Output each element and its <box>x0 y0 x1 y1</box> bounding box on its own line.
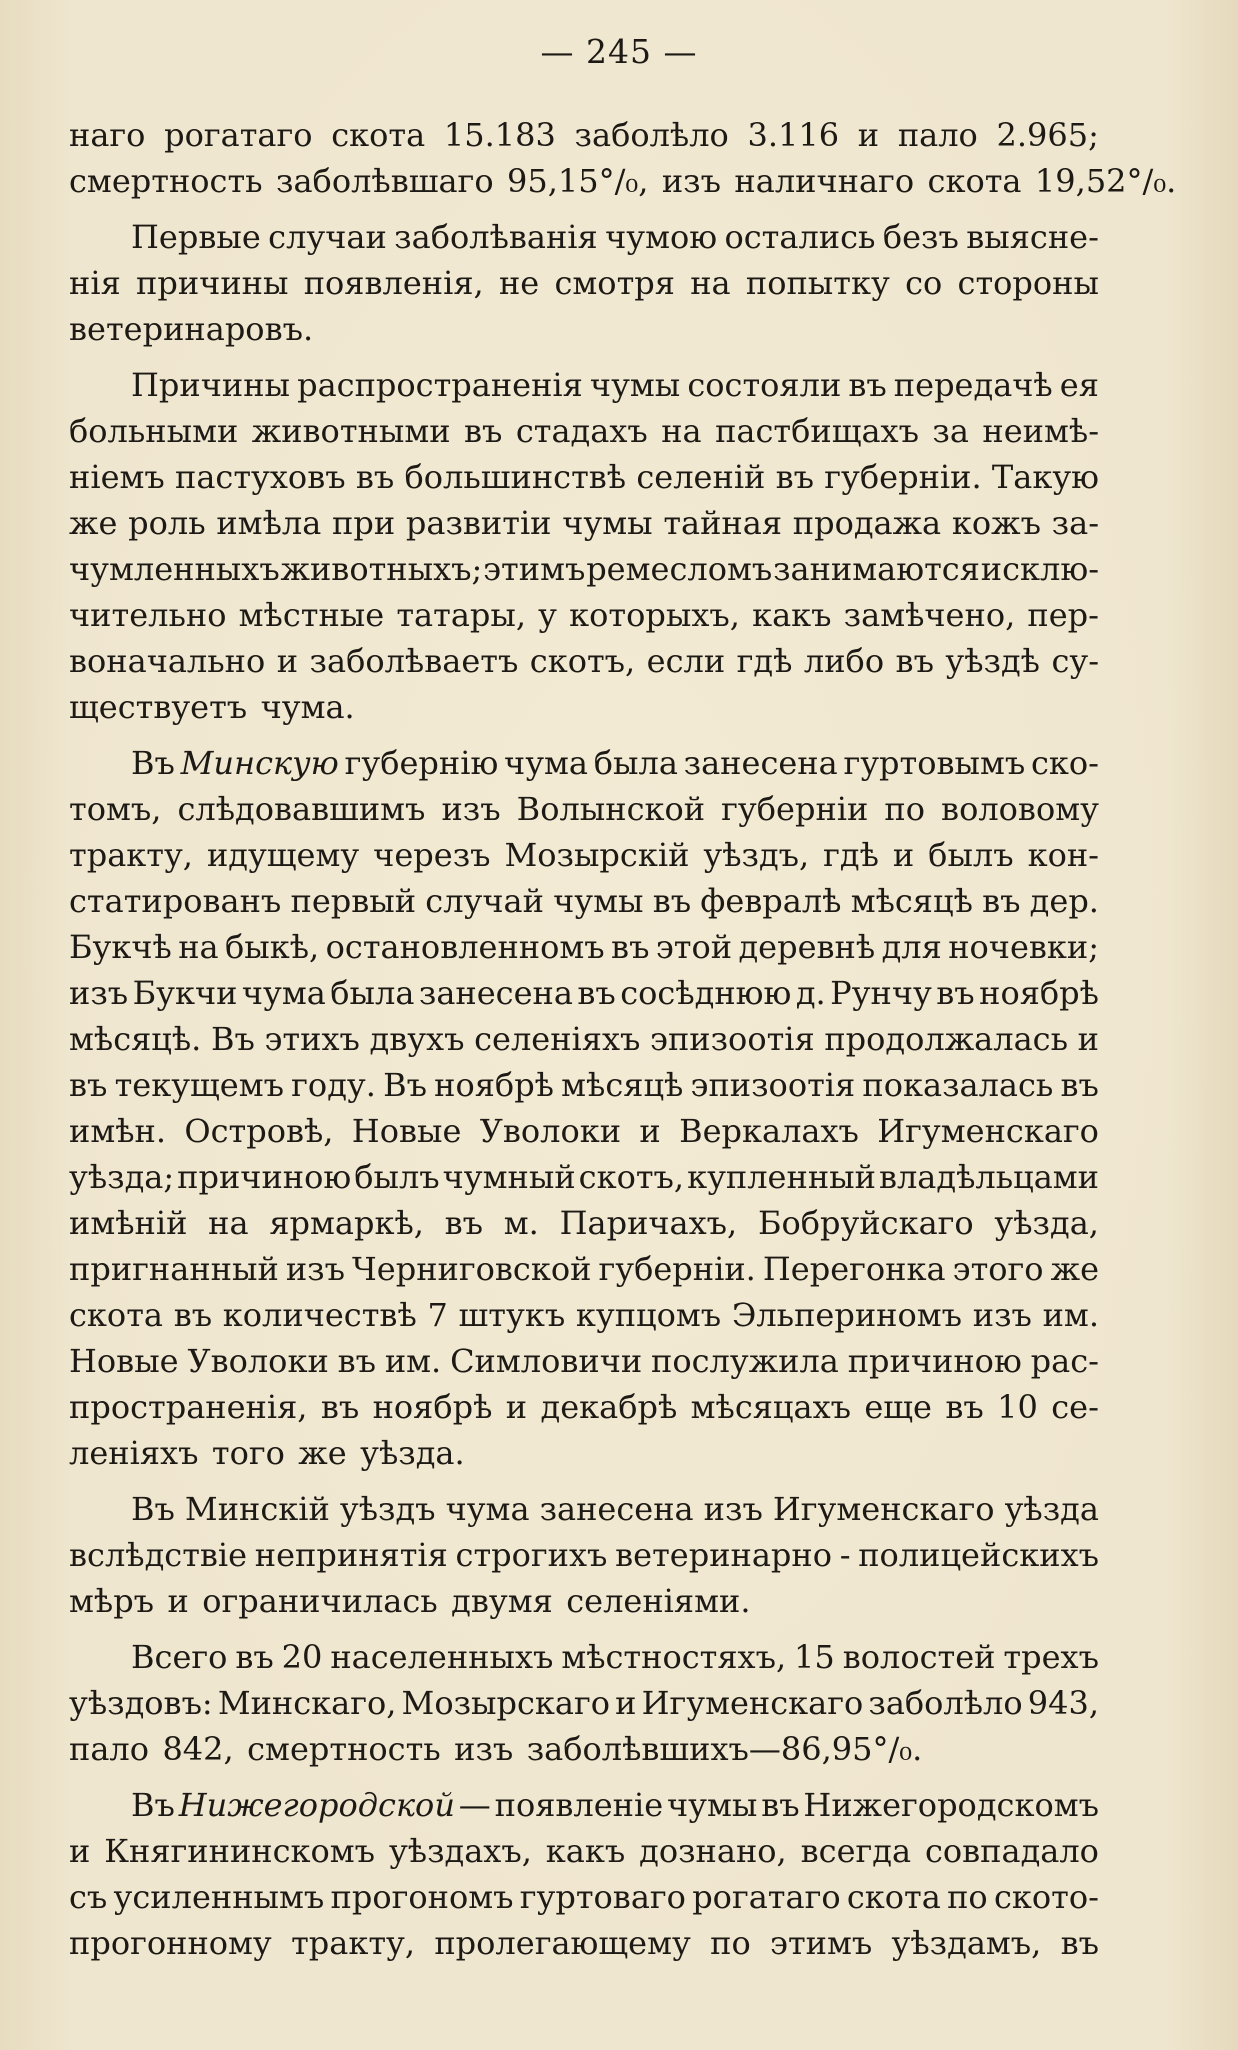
paragraph <box>69 362 1099 730</box>
text-line: съ усиленнымъ прогономъ гуртоваго рогатаго скота по ското- <box>69 1878 1099 1916</box>
text-line: смертность заболѣвшаго 95,15°/₀, изъ наличнаго скота 19,52°/₀. <box>69 162 1177 200</box>
text-line: Въ Минскій уѣздъ чума занесена изъ Игуменскаго уѣзда <box>131 1490 1099 1528</box>
paragraph <box>69 214 1099 352</box>
text-line: Въ Минскую губернію чума была занесена гуртовымъ ско- <box>131 744 1099 782</box>
paragraph <box>69 112 1177 204</box>
text-line: ществуетъ чума. <box>69 688 355 726</box>
text-line: мѣръ и ограничилась двумя селеніями. <box>69 1582 751 1620</box>
text-line: ніемъ пастуховъ въ большинствѣ селеній въ губерніи. Такую <box>69 458 1099 496</box>
text-line: скота въ количествѣ 7 штукъ купцомъ Эльпериномъ изъ им. <box>69 1296 1099 1334</box>
text-line: пало 842, смертность изъ заболѣвшихъ—86,95°/₀. <box>69 1730 923 1768</box>
text-line: Причины распространенія чумы состояли въ передачѣ ея <box>131 366 1099 404</box>
text-line: изъ Букчи чума была занесена въ сосѣднюю д. Рунчу въ ноябрѣ <box>69 974 1099 1012</box>
text-line: томъ, слѣдовавшимъ изъ Волынской губерніи по воловому <box>69 790 1099 828</box>
text-line: больными животными въ стадахъ на пастбищахъ за неимѣ- <box>69 412 1099 450</box>
text-line: вслѣдствіе непринятія строгихъ ветеринарно - полицейскихъ <box>69 1536 1099 1574</box>
text-line: уѣзда; причиною былъ чумный скотъ, купленный владѣльцами <box>69 1158 1099 1196</box>
text-line: статированъ первый случай чумы въ февралѣ мѣсяцѣ въ дер. <box>69 882 1099 920</box>
text-line: Всего въ 20 населенныхъ мѣстностяхъ, 15 волостей трехъ <box>131 1638 1099 1676</box>
text-line: уѣздовъ: Минскаго, Мозырскаго и Игуменскаго заболѣло 943, <box>69 1684 1099 1722</box>
page-number: — 245 — <box>540 32 698 71</box>
text-line: пригнанный изъ Черниговской губерніи. Перегонка этого же <box>69 1250 1099 1288</box>
text-line: ветеринаровъ. <box>69 310 314 348</box>
text-line: имѣн. Островѣ, Новые Уволоки и Веркалахъ Игуменскаго <box>69 1112 1099 1150</box>
text-line: Первые случаи заболѣванія чумою остались безъ выясне- <box>131 218 1099 256</box>
text-line: въ текущемъ году. Въ ноябрѣ мѣсяцѣ эпизоотія показалась въ <box>69 1066 1099 1104</box>
text-line: и Княгининскомъ уѣздахъ, какъ дознано, всегда совпадало <box>69 1832 1099 1870</box>
text-line: Въ Нижегородской — появленіе чумы въ Нижегородскомъ <box>131 1786 1099 1824</box>
text-line: наго рогатаго скота 15.183 заболѣло 3.116 и пало 2.965; <box>69 116 1099 154</box>
text-line: чительно мѣстные татары, у которыхъ, какъ замѣчено, пер- <box>69 596 1099 634</box>
text-body <box>69 112 1177 1966</box>
text-line: тракту, идущему черезъ Мозырскій уѣздъ, гдѣ и былъ кон- <box>69 836 1099 874</box>
paragraph <box>69 1634 1099 1772</box>
text-line: леніяхъ того же уѣзда. <box>69 1434 465 1472</box>
paragraph <box>69 1486 1099 1624</box>
text-line: Букчѣ на быкѣ, остановленномъ въ этой деревнѣ для ночевки; <box>69 928 1099 966</box>
text-line: пространенія, въ ноябрѣ и декабрѣ мѣсяцахъ еще въ 10 се- <box>69 1388 1099 1426</box>
text-line: прогонному тракту, пролегающему по этимъ уѣздамъ, въ <box>69 1924 1099 1962</box>
text-line: нія причины появленія, не смотря на попытку со стороны <box>69 264 1099 302</box>
text-line: имѣній на ярмаркѣ, въ м. Паричахъ, Бобруйскаго уѣзда, <box>69 1204 1099 1242</box>
text-line: Новые Уволоки въ им. Симловичи послужила причиною рас- <box>69 1342 1099 1380</box>
text-line: воначально и заболѣваетъ скотъ, если гдѣ либо въ уѣздѣ су- <box>69 642 1099 680</box>
paragraph <box>69 1782 1099 1966</box>
paragraph <box>69 740 1099 1476</box>
text-line: мѣсяцѣ. Въ этихъ двухъ селеніяхъ эпизоотія продолжалась и <box>69 1020 1099 1058</box>
text-line: чумленныхъ животныхъ; этимъ ремесломъ занимаются исклю- <box>69 550 1099 588</box>
text-line: же роль имѣла при развитіи чумы тайная продажа кожъ за- <box>69 504 1099 542</box>
